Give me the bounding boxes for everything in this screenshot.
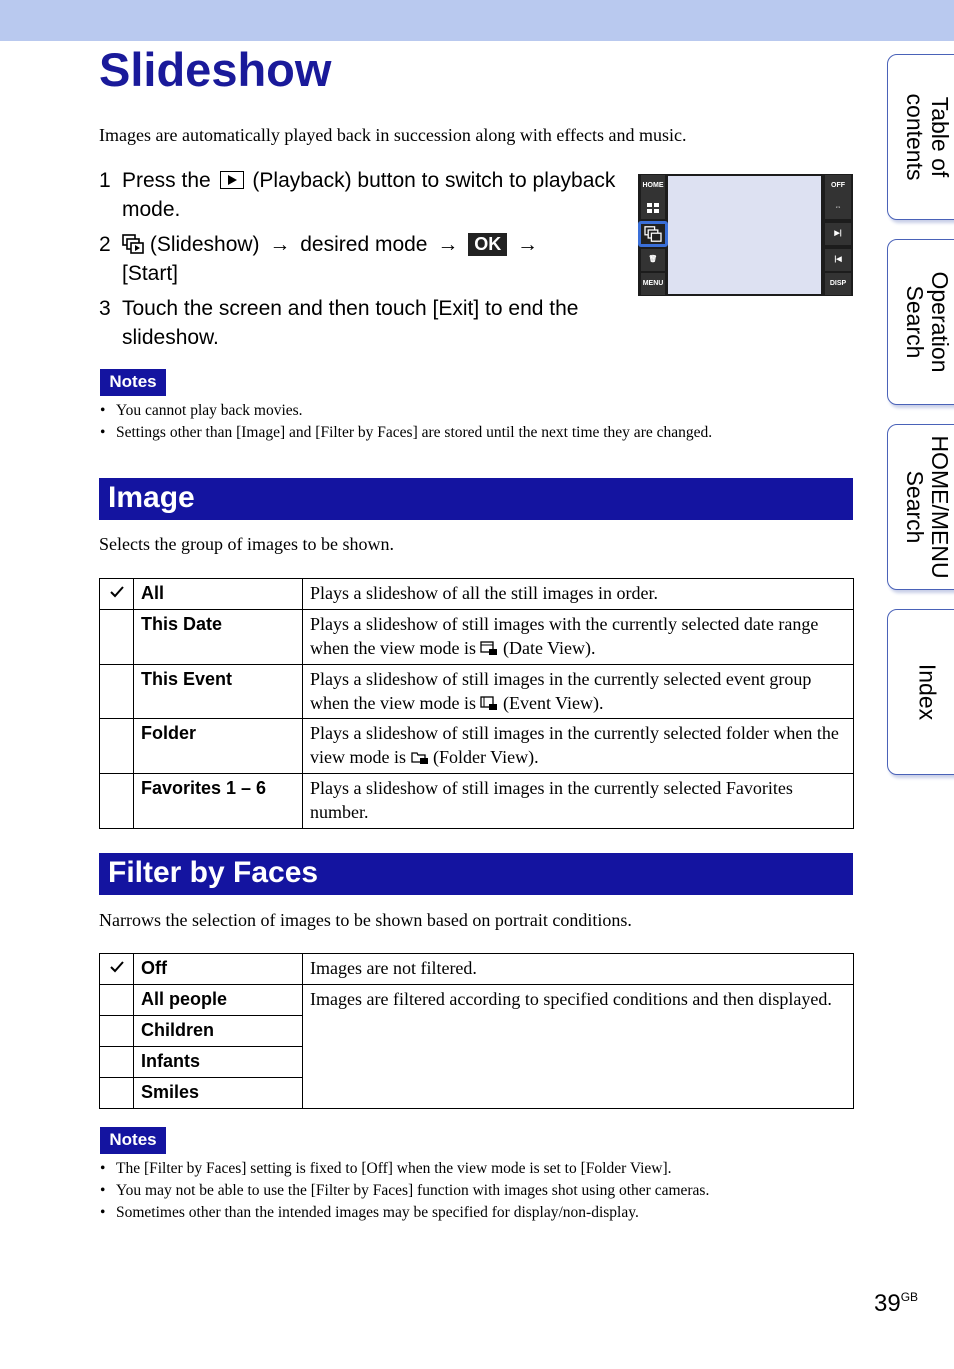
disp-button-icon: DISP <box>825 273 851 295</box>
index-view-icon <box>641 197 665 219</box>
tab-home-menu-search[interactable]: HOME/MENU Search <box>887 424 954 590</box>
slideshow-button-selected <box>638 221 668 247</box>
tab-operation-search[interactable]: Operation Search <box>887 239 954 405</box>
intro-text: Images are automatically played back in succession along with effects and music. <box>99 125 687 145</box>
table-row: All people Images are filtered according to specified conditions and then displayed. <box>100 985 854 1016</box>
notes-label: Notes <box>100 369 166 396</box>
next-icon: ▶| <box>825 223 851 245</box>
notes-label: Notes <box>100 1127 166 1154</box>
camera-screen-illustration <box>638 174 853 296</box>
note-item: • Settings other than [Image] and [Filter by Faces] are stored until the next time they are changed. <box>99 422 712 444</box>
table-row: Children <box>100 1016 854 1047</box>
faces-options-table <box>99 953 854 1109</box>
screen-view-area <box>668 176 821 294</box>
table-row: This Date Plays a slideshow of still images with the currently selected date range when the view mode is (Date View). <box>100 610 854 665</box>
folder-view-icon <box>411 750 429 765</box>
display-off-icon: OFF <box>825 175 851 197</box>
step-3: 3 Touch the screen and then touch [Exit] to end the slideshow. <box>99 297 579 349</box>
steps-list <box>99 166 619 358</box>
page-title: Slideshow <box>99 43 332 96</box>
tab-index[interactable]: Index <box>887 609 954 775</box>
table-row: Off Images are not filtered. <box>100 954 854 985</box>
date-view-icon <box>480 641 498 656</box>
step-2: 2 (Slideshow) → desired mode → OK → [Start] <box>99 233 539 285</box>
slideshow-icon <box>122 234 144 254</box>
faces-section-desc: Narrows the selection of images to be shown based on portrait conditions. <box>99 910 632 930</box>
notes-list-2 <box>99 1158 709 1224</box>
previous-icon: |◀ <box>825 249 851 271</box>
resize-arrows-icon: ⇔ <box>825 197 851 219</box>
step-1: 1 Press the (Playback) button to switch to playback mode. <box>99 169 616 221</box>
menu-button-icon: MENU <box>641 273 665 295</box>
home-button-icon: HOME <box>641 175 665 197</box>
default-check-icon <box>110 585 124 599</box>
note-item: • Sometimes other than the intended images may be specified for display/non-display. <box>99 1202 709 1224</box>
table-row: Favorites 1 – 6 Plays a slideshow of still images in the currently selected Favorites number. <box>100 774 854 829</box>
table-row: This Event Plays a slideshow of still images in the currently selected event group when the view mode is (Event View). <box>100 665 854 719</box>
image-section-desc: Selects the group of images to be shown. <box>99 534 394 554</box>
note-item: • You cannot play back movies. <box>99 400 712 422</box>
playback-icon <box>220 171 244 189</box>
tab-table-of-contents[interactable]: Table of contents <box>887 54 954 220</box>
table-row: All Plays a slideshow of all the still images in order. <box>100 579 854 610</box>
page-number: $39^{GB}$ <box>874 1290 919 1317</box>
image-section-heading: Image <box>99 478 853 520</box>
default-check-icon <box>110 960 124 974</box>
note-item: • You may not be able to use the [Filter by Faces] function with images shot using other cameras. <box>99 1180 709 1202</box>
notes-list-1 <box>99 400 712 444</box>
event-view-icon <box>480 696 498 711</box>
header-bar <box>0 0 954 41</box>
ok-button-icon: OK <box>468 233 507 256</box>
trash-icon: 🗑 <box>641 249 665 271</box>
table-row: Infants <box>100 1047 854 1078</box>
note-item: • The [Filter by Faces] setting is fixed to [Off] when the view mode is set to [Folder View]. <box>99 1158 709 1180</box>
table-row: Smiles <box>100 1078 854 1109</box>
filter-by-faces-section-heading: Filter by Faces <box>99 853 853 895</box>
table-row: Folder Plays a slideshow of still images in the currently selected folder when the view mode is (Folder View). <box>100 719 854 774</box>
image-options-table <box>99 578 854 829</box>
